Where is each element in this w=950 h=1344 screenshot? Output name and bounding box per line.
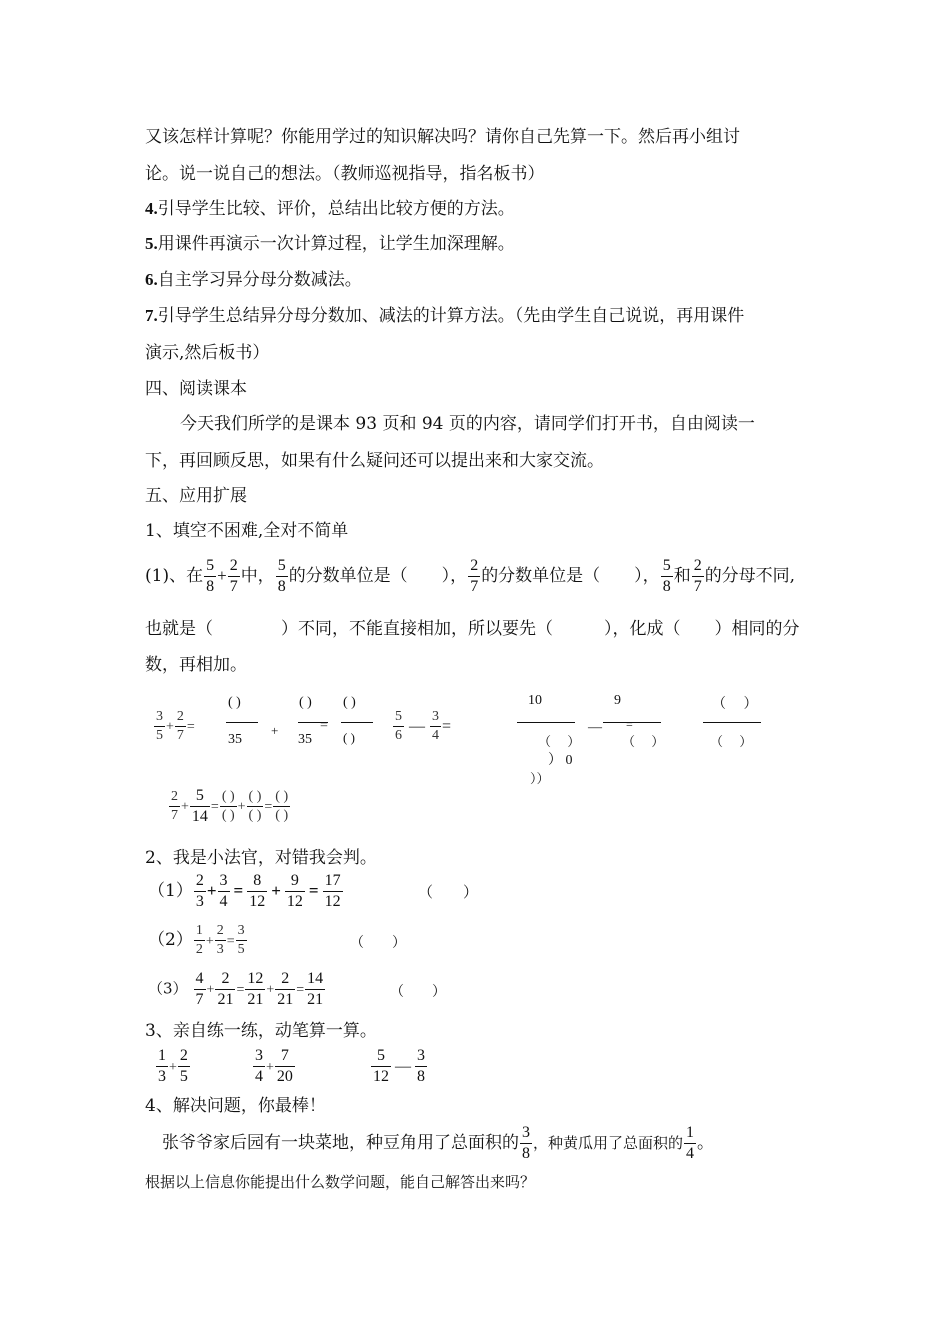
subsection-heading: 4、解决问题，你最棒！ bbox=[145, 1096, 326, 1116]
problem-text: ，种黄瓜用了总面积的 bbox=[533, 1134, 684, 1152]
question-text: 中， bbox=[240, 566, 275, 586]
item-number: 6. bbox=[145, 270, 158, 289]
fraction-bar bbox=[517, 722, 575, 723]
fraction bbox=[692, 558, 704, 595]
plus-sign: + bbox=[217, 566, 227, 585]
answer-blank: （ ） bbox=[350, 935, 406, 951]
judge-item-3 bbox=[148, 971, 326, 1008]
fraction-bar bbox=[703, 722, 761, 723]
plus-sign: + bbox=[206, 881, 217, 900]
blank-paren: （ ） bbox=[710, 734, 753, 749]
equation bbox=[392, 710, 451, 743]
item-label: （3） bbox=[148, 979, 188, 998]
practice-problem bbox=[370, 1048, 428, 1085]
question-text: 的分母不同, bbox=[704, 566, 796, 586]
equation bbox=[153, 710, 195, 743]
denominator: 7 bbox=[470, 578, 479, 595]
fraction: $\frac{5}{12}$ bbox=[373, 1047, 389, 1085]
text-line: 又该怎样计算呢？你能用学过的知识解决吗？请你自己先算一下。然后再小组讨 bbox=[145, 127, 740, 147]
plus-sign: + bbox=[266, 1060, 274, 1075]
fraction bbox=[276, 558, 288, 595]
fraction bbox=[661, 558, 673, 595]
plus-sign: + bbox=[166, 719, 174, 735]
list-item bbox=[145, 197, 515, 221]
fraction: $\frac{4}{7}$ bbox=[195, 970, 204, 1008]
fraction bbox=[204, 558, 216, 595]
plus-sign: + bbox=[169, 1060, 177, 1075]
section-heading: 四、阅读课本 bbox=[145, 379, 247, 399]
fraction: $\frac{2}{3}$ bbox=[216, 923, 224, 957]
fraction: $\frac{3}{8}$ bbox=[417, 1047, 425, 1085]
numerator: 5 bbox=[206, 557, 215, 574]
fraction bbox=[468, 558, 480, 595]
fraction: $\frac{2}{7}$ bbox=[171, 789, 178, 823]
blank-paren: ( ) bbox=[299, 695, 312, 710]
answer-blank: （ ） bbox=[390, 984, 446, 1000]
paragraph: 下，再回顾反思，如果有什么疑问还可以提出来和大家交流。 bbox=[145, 451, 604, 471]
blank-paren: （ ） bbox=[712, 697, 758, 712]
fraction: $\frac{14}{21}$ bbox=[307, 970, 324, 1008]
fraction: ( ) ( ) bbox=[221, 789, 235, 823]
question-text: 和 bbox=[673, 566, 691, 586]
blank-paren: ( ) bbox=[343, 730, 355, 745]
judge-item-2 bbox=[148, 924, 248, 957]
item-number: 4. bbox=[145, 199, 158, 218]
fraction: $\frac{3}{5}$ bbox=[156, 709, 163, 743]
subsection-heading: 3、亲自练一练，动笔算一算。 bbox=[145, 1021, 377, 1041]
item-number: 7. bbox=[145, 306, 158, 325]
item-label: （1） bbox=[148, 881, 193, 901]
equals-sign: = bbox=[186, 719, 195, 735]
equals-sign: = bbox=[236, 982, 245, 998]
blank-paren: ( ) bbox=[343, 695, 356, 710]
equals-sign: = bbox=[226, 934, 235, 949]
fraction: $\frac{2}{21}$ bbox=[217, 970, 234, 1008]
judge-item-1 bbox=[148, 873, 344, 910]
subsection-heading: 2、我是小法官，对错我会判。 bbox=[145, 848, 377, 868]
problem-text: 根据以上信息你能提出什么数学问题，能自己解答出来吗？ bbox=[145, 1173, 536, 1191]
text-line: 演示,然后板书） bbox=[145, 343, 270, 363]
item-text: 用课件再演示一次计算过程，让学生加深理解。 bbox=[157, 234, 515, 254]
denominator: 8 bbox=[662, 578, 671, 595]
fraction: $\frac{1}{2}$ bbox=[195, 923, 203, 957]
plus-sign: + bbox=[237, 799, 246, 815]
plus-sign: + bbox=[271, 881, 281, 900]
question-text: (1)、在 bbox=[145, 566, 204, 586]
fraction: $\frac{2}{21}$ bbox=[277, 970, 294, 1008]
item-number: 5. bbox=[145, 234, 158, 253]
fraction: $\frac{17}{12}$ bbox=[324, 872, 341, 910]
denominator: 35 bbox=[228, 732, 242, 747]
fraction: $\frac{1}{4}$ bbox=[686, 1124, 695, 1162]
fraction: $\frac{5}{6}$ bbox=[395, 709, 402, 743]
answer-blank: （ ） bbox=[418, 883, 479, 901]
plus-sign: + bbox=[271, 723, 279, 738]
item-text: 引导学生比较、评价，总结出比较方便的方法。 bbox=[157, 199, 515, 219]
denominator: 7 bbox=[229, 578, 238, 595]
equation bbox=[168, 788, 291, 825]
item-text: 引导学生总结异分母分数加、减法的计算方法。（先由学生自己说说，再用课件 bbox=[157, 306, 745, 326]
item-label: （2） bbox=[148, 930, 193, 950]
blank-paren: ( ) bbox=[228, 695, 241, 710]
plus-sign: + bbox=[181, 799, 189, 815]
text-line: 论。说一说自己的想法。（教师巡视指导，指名板书） bbox=[145, 164, 545, 184]
fraction bbox=[228, 558, 240, 595]
equals-sign: = bbox=[233, 881, 244, 900]
denominator: 35 bbox=[298, 732, 312, 747]
equals-sign: = bbox=[210, 799, 219, 815]
list-item bbox=[145, 232, 515, 256]
question-text: 的分数单位是（ ）， bbox=[481, 566, 660, 586]
numerator: 2 bbox=[470, 557, 479, 574]
fraction-bar bbox=[226, 722, 258, 723]
list-item bbox=[145, 268, 362, 292]
question-text: 的分数单位是（ ）， bbox=[288, 566, 468, 586]
practice-problem bbox=[252, 1048, 296, 1085]
question-line bbox=[145, 554, 795, 598]
fraction: $\frac{9}{12}$ bbox=[286, 872, 303, 910]
fraction: $\frac{2}{5}$ bbox=[179, 1047, 188, 1085]
blank-paren: （ ） bbox=[538, 734, 581, 749]
fraction-bar bbox=[341, 722, 373, 723]
subsection-heading: 1、填空不困难,全对不简单 bbox=[145, 521, 349, 541]
problem-text: 张爷爷家后园有一块菜地，种豆角用了总面积的 bbox=[162, 1133, 519, 1153]
minus-sign: — bbox=[409, 718, 425, 735]
numerator: 5 bbox=[662, 557, 671, 574]
numerator: 9 bbox=[614, 693, 621, 708]
stray-text: ） 0 bbox=[548, 753, 573, 768]
fraction: ( ) ( ) bbox=[275, 789, 289, 823]
plus-sign: + bbox=[206, 982, 215, 998]
equals-sign: = bbox=[264, 799, 273, 815]
plus-sign: + bbox=[266, 982, 275, 998]
plus-sign: + bbox=[205, 934, 214, 949]
equals-sign: = bbox=[296, 982, 305, 998]
fraction: $\frac{3}{4}$ bbox=[432, 709, 439, 743]
fraction: $\frac{1}{3}$ bbox=[158, 1047, 166, 1085]
fraction: ( ) ( ) bbox=[248, 789, 262, 823]
blank-paren: （ ） bbox=[622, 734, 665, 749]
fraction: $\frac{3}{4}$ bbox=[219, 872, 228, 910]
list-item bbox=[145, 304, 744, 328]
numerator: 2 bbox=[229, 557, 238, 574]
fraction: $\frac{2}{7}$ bbox=[176, 709, 184, 743]
fraction: $\frac{3}{4}$ bbox=[255, 1047, 263, 1085]
problem-text: 。 bbox=[697, 1133, 715, 1153]
section-heading: 五、应用扩展 bbox=[145, 486, 247, 506]
fraction: $\frac{8}{12}$ bbox=[249, 872, 266, 910]
fraction: $\frac{5}{14}$ bbox=[191, 787, 208, 825]
fraction: $\frac{2}{3}$ bbox=[195, 872, 204, 910]
denominator: 8 bbox=[277, 578, 286, 595]
stray-text: ）） bbox=[530, 772, 550, 787]
fraction: $\frac{3}{5}$ bbox=[237, 923, 245, 957]
question-line: 数，再相加。 bbox=[145, 655, 247, 675]
fraction: $\frac{3}{8}$ bbox=[522, 1124, 530, 1162]
fraction: $\frac{12}{21}$ bbox=[247, 970, 264, 1008]
minus-sign: — bbox=[588, 720, 602, 735]
denominator: 7 bbox=[693, 578, 702, 595]
equals-sign: = bbox=[320, 718, 328, 733]
paragraph: 今天我们所学的是课本 93 页和 94 页的内容，请同学们打开书，自由阅读一 bbox=[180, 414, 755, 434]
equals-sign: = bbox=[442, 718, 452, 735]
item-text: 自主学习异分母分数减法。 bbox=[157, 270, 362, 290]
question-line: 也就是（ ）不同，不能直接相加，所以要先（ ），化成（ ）相同的分 bbox=[145, 619, 800, 639]
minus-sign: — bbox=[395, 1058, 411, 1075]
numerator: 10 bbox=[528, 693, 542, 708]
denominator: 8 bbox=[206, 578, 215, 595]
equals-sign: = bbox=[308, 881, 319, 900]
fraction: $\frac{7}{20}$ bbox=[276, 1047, 293, 1085]
numerator: 2 bbox=[693, 557, 702, 574]
practice-problem bbox=[155, 1048, 191, 1085]
equals-sign: = bbox=[626, 717, 633, 731]
word-problem bbox=[162, 1121, 714, 1165]
numerator: 5 bbox=[277, 557, 286, 574]
